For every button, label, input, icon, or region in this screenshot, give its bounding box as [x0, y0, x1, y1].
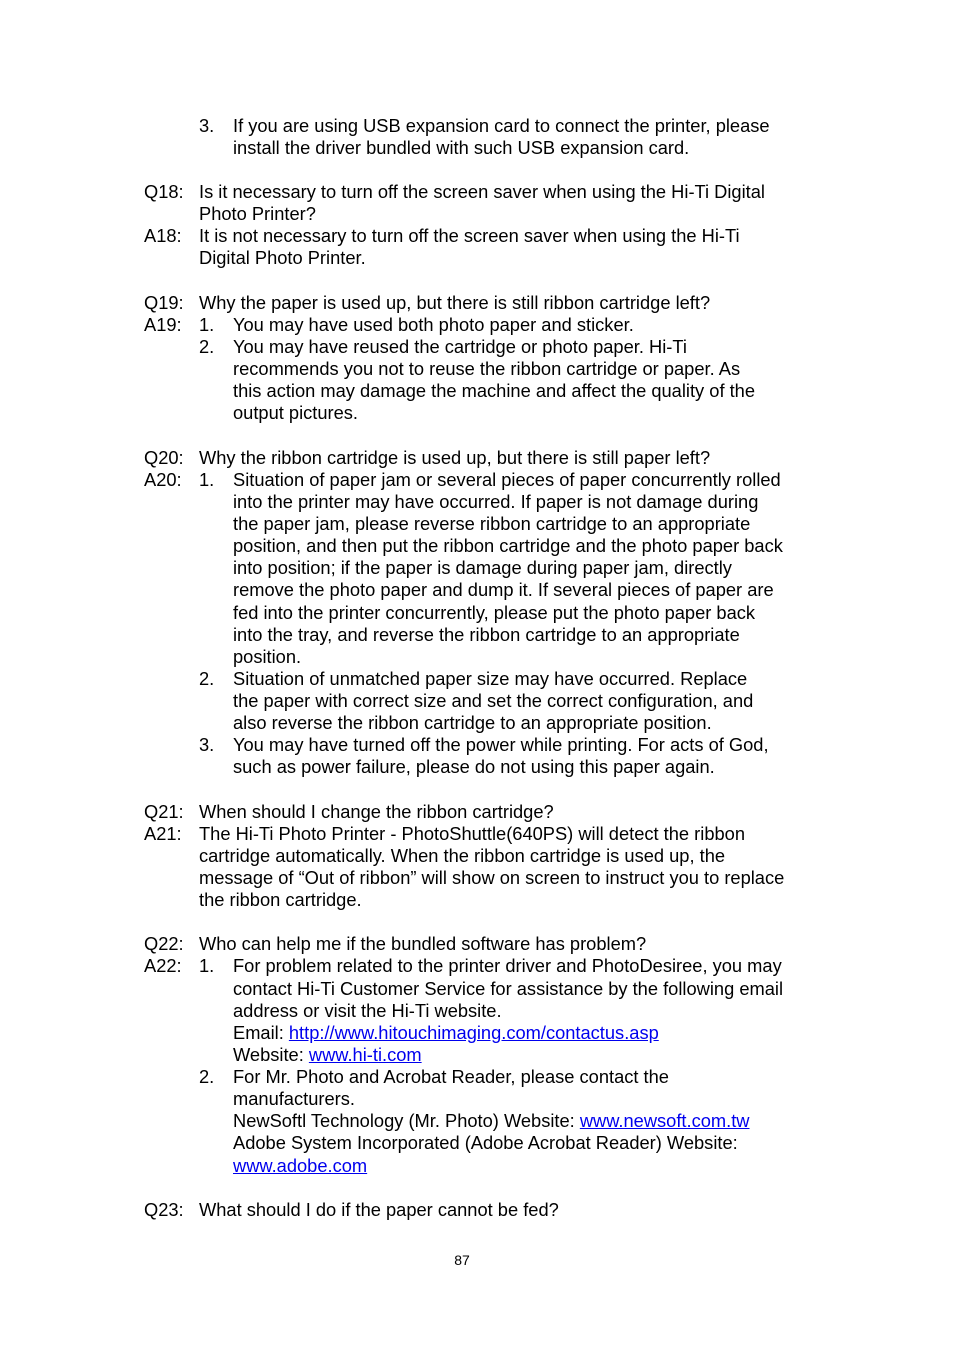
- question-text: Is it necessary to turn off the screen saver when using the Hi-Ti Digital: [199, 181, 765, 202]
- email-label: Email:: [233, 1022, 289, 1043]
- question-label: Q20:: [144, 447, 184, 468]
- list-number: 1.: [199, 955, 215, 976]
- email-link[interactable]: http://www.hitouchimaging.com/contactus.asp: [288, 1022, 659, 1043]
- answer-text: contact Hi-Ti Customer Service for assistance by the following email: [233, 978, 783, 999]
- question-text: What should I do if the paper cannot be fed?: [199, 1199, 559, 1220]
- question-label: Q19:: [144, 292, 184, 313]
- list-number: 1.: [199, 314, 215, 335]
- email-line: [233, 1022, 659, 1044]
- adobe-label: Adobe System Incorporated (Adobe Acrobat Reader) Website:: [233, 1132, 738, 1153]
- answer-text: manufacturers.: [233, 1088, 355, 1109]
- list-number: 2.: [199, 668, 215, 689]
- answer-label: A22:: [144, 955, 182, 976]
- answer-text: You may have turned off the power while printing. For acts of God,: [233, 734, 769, 755]
- answer-label: A18:: [144, 225, 182, 246]
- answer-text: the paper jam, please reverse ribbon cartridge to an appropriate: [233, 513, 751, 534]
- adobe-link[interactable]: www.adobe.com: [233, 1155, 368, 1176]
- answer-text: into the printer may have occurred. If paper is not damage during: [233, 491, 759, 512]
- list-number: 2.: [199, 1066, 215, 1087]
- newsoft-line: [233, 1110, 749, 1132]
- list-number: 2.: [199, 336, 215, 357]
- answer-text: into the tray, and reverse the ribbon cartridge to an appropriate: [233, 624, 740, 645]
- answer-text: fed into the printer concurrently, please put the photo paper back: [233, 602, 756, 623]
- answer-text: position, and then put the ribbon cartridge and the photo paper back: [233, 535, 783, 556]
- answer-text: Digital Photo Printer.: [199, 247, 366, 268]
- question-label: Q23:: [144, 1199, 184, 1220]
- adobe-line: [233, 1155, 367, 1177]
- answer-text: also reverse the ribbon cartridge to an appropriate position.: [233, 712, 712, 733]
- answer-label: A19:: [144, 314, 182, 335]
- answer-text: remove the photo paper and dump it. If several pieces of paper are: [233, 579, 774, 600]
- answer-label: A20:: [144, 469, 182, 490]
- answer-text: For Mr. Photo and Acrobat Reader, please contact the: [233, 1066, 669, 1087]
- answer-text: You may have reused the cartridge or photo paper. Hi-Ti: [233, 336, 687, 357]
- newsoft-link[interactable]: www.newsoft.com.tw: [579, 1110, 750, 1131]
- question-label: Q21:: [144, 801, 184, 822]
- answer-text: the paper with correct size and set the correct configuration, and: [233, 690, 754, 711]
- answer-text: It is not necessary to turn off the screen saver when using the Hi-Ti: [199, 225, 740, 246]
- answer-text: You may have used both photo paper and sticker.: [233, 314, 634, 335]
- question-text: Why the ribbon cartridge is used up, but there is still paper left?: [199, 447, 711, 468]
- answer-text: such as power failure, please do not using this paper again.: [233, 756, 715, 777]
- answer-text: message of “Out of ribbon” will show on screen to instruct you to replace: [199, 867, 785, 888]
- answer-text: output pictures.: [233, 402, 358, 423]
- question-text: Why the paper is used up, but there is still ribbon cartridge left?: [199, 292, 711, 313]
- answer-text: If you are using USB expansion card to connect the printer, please: [233, 115, 770, 136]
- list-number: 3.: [199, 734, 215, 755]
- question-text: Photo Printer?: [199, 203, 316, 224]
- answer-text: For problem related to the printer driver and PhotoDesiree, you may: [233, 955, 782, 976]
- website-link[interactable]: www.hi-ti.com: [308, 1044, 422, 1065]
- answer-text: this action may damage the machine and affect the quality of the: [233, 380, 756, 401]
- question-label: Q22:: [144, 933, 184, 954]
- list-number: 3.: [199, 115, 215, 136]
- answer-text: into position; if the paper is damage during paper jam, directly: [233, 557, 732, 578]
- answer-text: the ribbon cartridge.: [199, 889, 362, 910]
- answer-text: Situation of paper jam or several pieces of paper concurrently rolled: [233, 469, 781, 490]
- page-number: 87: [454, 1252, 470, 1268]
- newsoft-label: NewSoftl Technology (Mr. Photo) Website:: [233, 1110, 580, 1131]
- question-label: Q18:: [144, 181, 184, 202]
- website-line: [233, 1044, 422, 1066]
- answer-text: install the driver bundled with such USB expansion card.: [233, 137, 690, 158]
- question-text: When should I change the ribbon cartridge?: [199, 801, 554, 822]
- answer-text: Situation of unmatched paper size may have occurred. Replace: [233, 668, 748, 689]
- list-number: 1.: [199, 469, 215, 490]
- answer-text: The Hi-Ti Photo Printer - PhotoShuttle(640PS) will detect the ribbon: [199, 823, 745, 844]
- answer-text: address or visit the Hi-Ti website.: [233, 1000, 502, 1021]
- question-text: Who can help me if the bundled software has problem?: [199, 933, 647, 954]
- website-label: Website:: [233, 1044, 309, 1065]
- answer-text: position.: [233, 646, 302, 667]
- answer-label: A21:: [144, 823, 182, 844]
- answer-text: recommends you not to reuse the ribbon cartridge or paper. As: [233, 358, 741, 379]
- answer-text: cartridge automatically. When the ribbon cartridge is used up, the: [199, 845, 726, 866]
